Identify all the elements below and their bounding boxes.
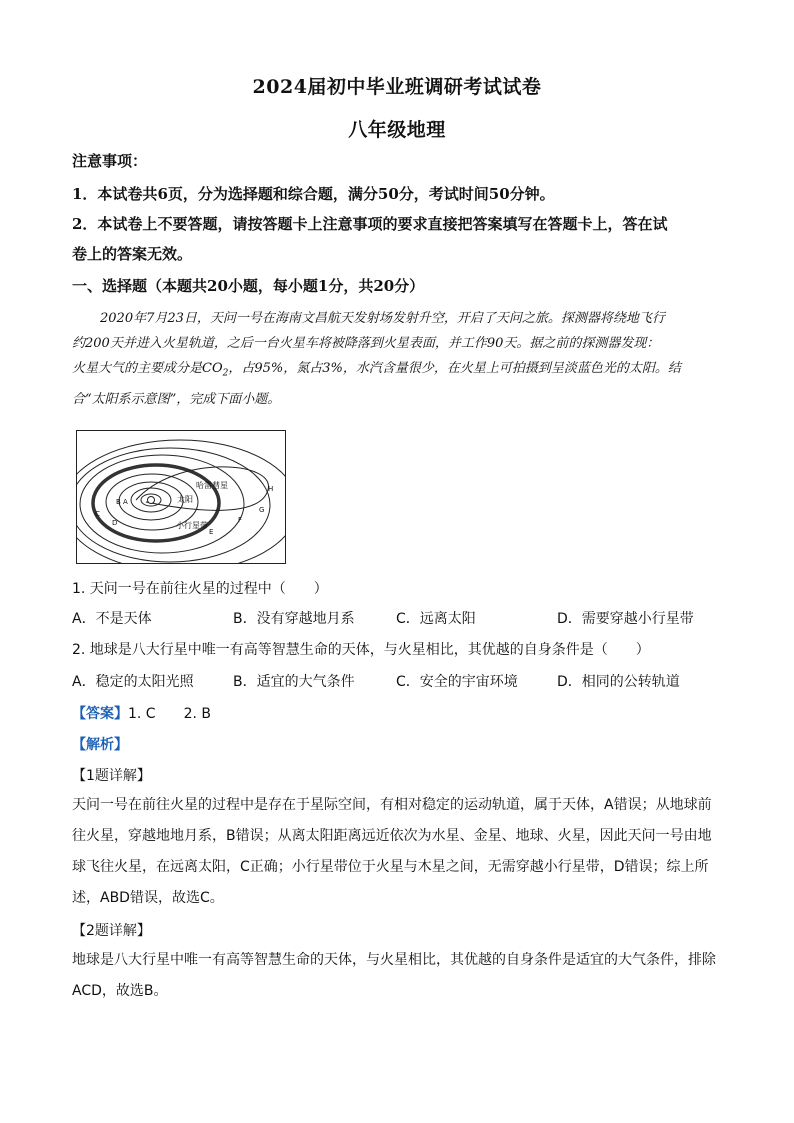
planet-label-d: D bbox=[112, 519, 118, 527]
planet-label-f: F bbox=[238, 516, 243, 524]
passage-line-1: 2020年7月23日，天问一号在海南文昌航天发射场发射升空，开启了天问之旅。探测器将绕地飞行 bbox=[100, 311, 665, 326]
detail-1-line: 往火星，穿越地地月系，B错误；从离太阳距离远近依次为水星、金星、地球、火星，因此天问一号由地 bbox=[72, 828, 712, 844]
planet-label-g: G bbox=[259, 506, 265, 514]
notes-item-1: 1．本试卷共6页，分为选择题和综合题，满分50分，考试时间50分钟。 bbox=[72, 185, 555, 203]
detail-1-line: 天问一号在前往火星的过程中是存在于星际空间，有相对稳定的运动轨道，属于天体，A错误；从地球前 bbox=[72, 797, 712, 813]
analysis-line bbox=[72, 734, 128, 754]
question-2-option-a[interactable]: A．稳定的太阳光照 bbox=[72, 674, 194, 690]
planet-label-e: E bbox=[209, 528, 214, 536]
notes-item-2-line-2: 卷上的答案无效。 bbox=[72, 245, 193, 263]
question-1-stem: 1. 天问一号在前往火星的过程中（ ） bbox=[72, 581, 328, 597]
detail-2-line: 地球是八大行星中唯一有高等智慧生命的天体，与火星相比，其优越的自身条件是适宜的大气条件，排除 bbox=[72, 952, 716, 968]
passage-line-4: 合“太阳系示意图”，完成下面小题。 bbox=[72, 391, 281, 407]
answer-tag: 【答案】 bbox=[72, 706, 128, 722]
detail-1-line: 述，ABD错误，故选C。 bbox=[72, 890, 224, 906]
question-1-option-a[interactable]: A．不是天体 bbox=[72, 611, 152, 627]
detail-2-body bbox=[72, 945, 722, 1007]
detail-1-heading: 【1题详解】 bbox=[72, 768, 151, 784]
planet-label-a: A bbox=[123, 498, 128, 506]
question-2-option-b[interactable]: B．适宜的大气条件 bbox=[233, 674, 355, 690]
section-1-heading: 一、选择题（本题共20小题，每小题1分，共20分） bbox=[72, 277, 425, 295]
exam-subtitle: 八年级地理 bbox=[348, 119, 446, 141]
detail-2-line: ACD，故选B。 bbox=[72, 983, 168, 999]
question-2-option-c[interactable]: C．安全的宇宙环境 bbox=[396, 674, 518, 690]
planet-label-c: C bbox=[95, 510, 100, 518]
reading-passage bbox=[72, 306, 722, 412]
question-1-option-b[interactable]: B．没有穿越地月系 bbox=[233, 611, 355, 627]
question-1-option-c[interactable]: C．远离太阳 bbox=[396, 611, 476, 627]
passage-line-3: 火星大气的主要成分是$CO_2$，占95%，氮占3%，水汽含量很少，在火星上可拍摄到呈淡蓝色光的太阳。结 bbox=[72, 361, 681, 379]
answer-text: 1. C 2. B bbox=[128, 706, 211, 722]
comet-label: 哈雷彗星 bbox=[196, 481, 228, 490]
solar-system-diagram bbox=[76, 430, 286, 564]
detail-2-heading: 【2题详解】 bbox=[72, 923, 151, 939]
answer-line bbox=[72, 703, 211, 723]
question-2-stem: 2. 地球是八大行星中唯一有高等智慧生命的天体，与火星相比，其优越的自身条件是（ ） bbox=[72, 642, 650, 658]
notes-item-2-line-1: 2．本试卷上不要答题，请按答题卡上注意事项的要求直接把答案填写在答题卡上，答在试 bbox=[72, 215, 668, 233]
question-2-option-d[interactable]: D．相同的公转轨道 bbox=[557, 674, 680, 690]
notes-heading: 注意事项： bbox=[72, 152, 148, 170]
analysis-tag: 【解析】 bbox=[72, 737, 128, 753]
asteroid-belt-label: 小行星带 bbox=[176, 521, 208, 530]
exam-title: 2024届初中毕业班调研考试试卷 bbox=[252, 76, 542, 98]
sun-marker bbox=[148, 497, 155, 504]
sun-label: 太阳 bbox=[177, 495, 193, 504]
planet-label-b: B bbox=[116, 498, 121, 506]
detail-1-body bbox=[72, 790, 722, 914]
passage-line-2: 约200天并进入火星轨道，之后一台火星车将被降落到火星表面，并工作90天。据之前的探测器发现： bbox=[72, 336, 660, 351]
planet-label-h: H bbox=[268, 485, 274, 493]
question-1-option-d[interactable]: D．需要穿越小行星带 bbox=[557, 611, 694, 627]
detail-1-line: 球飞往火星，在远离太阳，C正确；小行星带位于火星与木星之间，无需穿越小行星带，D错误；综上所 bbox=[72, 859, 709, 875]
